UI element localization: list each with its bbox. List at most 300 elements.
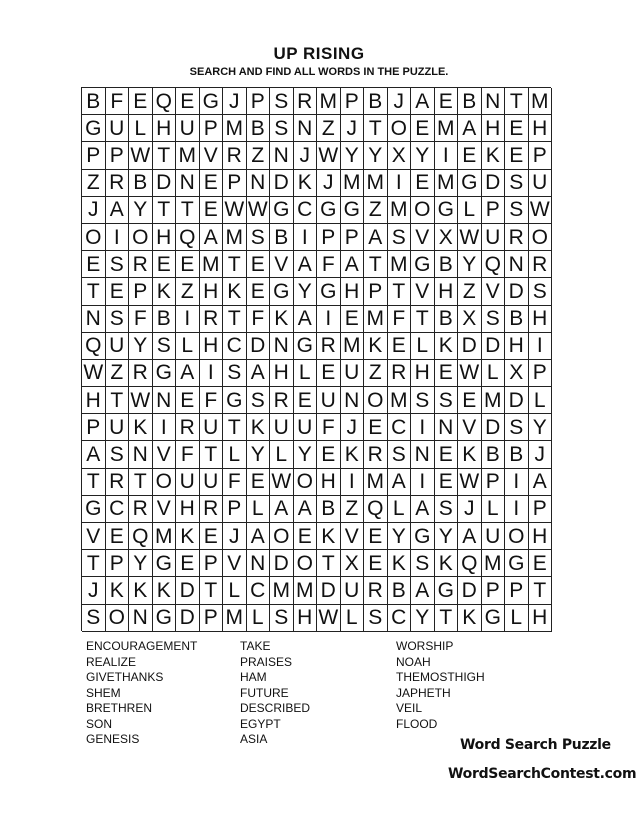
grid-cell: Y xyxy=(529,414,553,441)
grid-cell: E xyxy=(106,523,130,550)
grid-cell: T xyxy=(200,577,224,604)
grid-cell: P xyxy=(223,496,247,523)
grid-cell: I xyxy=(505,469,529,496)
word-list-item: NOAH xyxy=(396,654,431,669)
grid-cell: U xyxy=(482,224,506,251)
grid-cell: W xyxy=(458,224,482,251)
grid-cell: A xyxy=(341,251,365,278)
grid-cell: H xyxy=(341,278,365,305)
word-list-item: EGYPT xyxy=(240,716,281,731)
grid-cell: V xyxy=(411,224,435,251)
grid-cell: K xyxy=(435,550,459,577)
grid-cell: U xyxy=(270,414,294,441)
grid-cell: A xyxy=(388,469,412,496)
grid-cell: N xyxy=(176,170,200,197)
grid-cell: T xyxy=(364,251,388,278)
grid-cell: Z xyxy=(341,496,365,523)
grid-cell: W xyxy=(223,197,247,224)
grid-cell: G xyxy=(82,496,106,523)
grid-cell: U xyxy=(106,414,130,441)
grid-cell: L xyxy=(388,496,412,523)
grid-cell: T xyxy=(106,387,130,414)
grid-cell: B xyxy=(364,88,388,115)
grid-cell: L xyxy=(129,115,153,142)
grid-cell: A xyxy=(411,88,435,115)
grid-cell: U xyxy=(200,414,224,441)
grid-cell: B xyxy=(505,441,529,468)
grid-cell: G xyxy=(270,197,294,224)
grid-cell: S xyxy=(529,278,553,305)
grid-cell: G xyxy=(317,197,341,224)
grid-cell: R xyxy=(505,224,529,251)
grid-cell: Y xyxy=(388,523,412,550)
grid-cell: P xyxy=(317,224,341,251)
grid-cell: S xyxy=(82,605,106,632)
grid-cell: R xyxy=(364,441,388,468)
grid-cell: W xyxy=(82,360,106,387)
grid-cell: U xyxy=(106,115,130,142)
grid-cell: G xyxy=(411,251,435,278)
grid-cell: D xyxy=(176,577,200,604)
grid-cell: P xyxy=(482,469,506,496)
grid-cell: T xyxy=(129,469,153,496)
grid-cell: I xyxy=(153,414,177,441)
grid-cell: Q xyxy=(176,224,200,251)
grid-cell: E xyxy=(411,170,435,197)
grid-cell: J xyxy=(82,577,106,604)
grid-cell: L xyxy=(505,605,529,632)
grid-cell: Y xyxy=(294,278,318,305)
grid-cell: M xyxy=(364,469,388,496)
grid-cell: M xyxy=(176,142,200,169)
brand-website: WordSearchContest.com xyxy=(448,766,637,782)
grid-cell: M xyxy=(364,170,388,197)
grid-cell: P xyxy=(482,197,506,224)
word-list-item: SON xyxy=(86,716,113,731)
grid-cell: O xyxy=(411,197,435,224)
grid-cell: K xyxy=(129,577,153,604)
grid-cell: V xyxy=(200,142,224,169)
grid-cell: M xyxy=(200,251,224,278)
grid-cell: H xyxy=(270,360,294,387)
grid-cell: A xyxy=(458,115,482,142)
grid-cell: I xyxy=(317,306,341,333)
grid-cell: E xyxy=(106,278,130,305)
grid-cell: L xyxy=(482,496,506,523)
grid-cell: D xyxy=(458,333,482,360)
grid-cell: M xyxy=(435,115,459,142)
grid-cell: E xyxy=(176,550,200,577)
grid-cell: S xyxy=(482,306,506,333)
grid-cell: L xyxy=(482,360,506,387)
grid-cell: V xyxy=(153,441,177,468)
grid-cell: K xyxy=(341,441,365,468)
grid-cell: S xyxy=(505,414,529,441)
grid-cell: Z xyxy=(364,197,388,224)
grid-cell: G xyxy=(82,115,106,142)
grid-cell: A xyxy=(364,224,388,251)
grid-cell: E xyxy=(458,142,482,169)
grid-cell: O xyxy=(364,387,388,414)
grid-cell: E xyxy=(505,142,529,169)
grid-cell: H xyxy=(529,523,553,550)
grid-cell: E xyxy=(200,197,224,224)
grid-cell: E xyxy=(200,170,224,197)
grid-cell: I xyxy=(388,170,412,197)
grid-cell: R xyxy=(200,306,224,333)
word-list-item: DESCRIBED xyxy=(240,701,311,715)
grid-cell: D xyxy=(270,550,294,577)
grid-cell: K xyxy=(317,523,341,550)
grid-cell: Y xyxy=(294,441,318,468)
grid-cell: H xyxy=(529,306,553,333)
grid-cell: P xyxy=(529,496,553,523)
grid-cell: L xyxy=(411,333,435,360)
grid-cell: S xyxy=(388,441,412,468)
word-list-item: JAPHETH xyxy=(396,685,451,700)
grid-cell: I xyxy=(435,142,459,169)
grid-cell: H xyxy=(435,278,459,305)
grid-cell: Q xyxy=(364,496,388,523)
grid-cell: Y xyxy=(458,251,482,278)
grid-cell: G xyxy=(435,197,459,224)
grid-cell: O xyxy=(153,469,177,496)
grid-cell: E xyxy=(364,550,388,577)
grid-cell: H xyxy=(200,278,224,305)
grid-cell: B xyxy=(317,496,341,523)
word-list-item: SHEM xyxy=(86,685,121,700)
grid-cell: A xyxy=(106,197,130,224)
grid-cell: E xyxy=(388,333,412,360)
grid-cell: P xyxy=(82,142,106,169)
grid-cell: L xyxy=(247,605,271,632)
grid-cell: K xyxy=(364,333,388,360)
grid-cell: W xyxy=(317,605,341,632)
grid-cell: E xyxy=(176,88,200,115)
grid-cell: L xyxy=(294,360,318,387)
grid-cell: K xyxy=(435,333,459,360)
grid-cell: P xyxy=(129,278,153,305)
grid-cell: O xyxy=(82,224,106,251)
grid-cell: J xyxy=(529,441,553,468)
grid-cell: O xyxy=(388,115,412,142)
grid-cell: G xyxy=(200,88,224,115)
grid-cell: C xyxy=(294,197,318,224)
grid-cell: T xyxy=(153,197,177,224)
grid-cell: I xyxy=(294,224,318,251)
grid-cell: M xyxy=(388,387,412,414)
grid-cell: Y xyxy=(364,142,388,169)
grid-cell: J xyxy=(82,197,106,224)
grid-cell: B xyxy=(435,306,459,333)
grid-cell: E xyxy=(176,251,200,278)
grid-cell: Y xyxy=(411,142,435,169)
word-list-item: REALIZE xyxy=(86,654,137,669)
grid-cell: H xyxy=(153,224,177,251)
grid-cell: E xyxy=(247,469,271,496)
grid-cell: J xyxy=(294,142,318,169)
grid-cell: E xyxy=(505,115,529,142)
word-list-item: BRETHREN xyxy=(86,701,153,715)
grid-cell: E xyxy=(200,523,224,550)
grid-cell: E xyxy=(317,441,341,468)
grid-cell: T xyxy=(223,306,247,333)
grid-cell: M xyxy=(364,306,388,333)
grid-cell: B xyxy=(435,251,459,278)
grid-cell: P xyxy=(364,278,388,305)
grid-cell: K xyxy=(223,278,247,305)
grid-cell: O xyxy=(294,550,318,577)
grid-cell: T xyxy=(223,251,247,278)
grid-cell: V xyxy=(341,523,365,550)
puzzle-instructions: SEARCH AND FIND ALL WORDS IN THE PUZZLE. xyxy=(189,66,449,78)
grid-cell: S xyxy=(270,115,294,142)
grid-cell: Y xyxy=(411,605,435,632)
grid-cell: S xyxy=(388,224,412,251)
grid-cell: M xyxy=(435,170,459,197)
grid-cell: L xyxy=(223,441,247,468)
word-list-column-2 xyxy=(240,639,310,748)
grid-cell: X xyxy=(458,306,482,333)
grid-cell: U xyxy=(341,577,365,604)
word-list-item: ENCOURAGEMENT xyxy=(86,639,198,653)
grid-cell: H xyxy=(505,333,529,360)
grid-cell: P xyxy=(341,88,365,115)
grid-cell: V xyxy=(458,414,482,441)
grid-cell: G xyxy=(435,577,459,604)
grid-cell: I xyxy=(505,496,529,523)
grid-cell: P xyxy=(529,360,553,387)
grid-cell: D xyxy=(153,170,177,197)
grid-cell: L xyxy=(341,605,365,632)
grid-cell: O xyxy=(505,523,529,550)
grid-cell: E xyxy=(153,251,177,278)
grid-cell: O xyxy=(106,605,130,632)
grid-cell: K xyxy=(247,414,271,441)
grid-cell: A xyxy=(247,360,271,387)
grid-cell: Z xyxy=(106,360,130,387)
grid-cell: O xyxy=(529,224,553,251)
grid-cell: P xyxy=(200,550,224,577)
grid-cell: P xyxy=(247,88,271,115)
grid-cell: W xyxy=(270,469,294,496)
word-list-item: GIVETHANKS xyxy=(86,670,164,684)
grid-cell: A xyxy=(294,496,318,523)
grid-cell: K xyxy=(270,306,294,333)
grid-cell: B xyxy=(458,88,482,115)
grid-cell: K xyxy=(106,577,130,604)
grid-cell: F xyxy=(317,251,341,278)
grid-cell: K xyxy=(458,605,482,632)
grid-cell: A xyxy=(200,224,224,251)
grid-cell: I xyxy=(341,469,365,496)
grid-cell: N xyxy=(247,550,271,577)
grid-cell: Z xyxy=(247,142,271,169)
grid-cell: N xyxy=(270,142,294,169)
grid-cell: W xyxy=(129,387,153,414)
letter-grid xyxy=(81,87,551,631)
word-list-item: FLOOD xyxy=(396,716,438,731)
grid-cell: T xyxy=(82,550,106,577)
grid-cell: S xyxy=(106,251,130,278)
grid-cell: N xyxy=(82,306,106,333)
grid-cell: S xyxy=(247,387,271,414)
grid-cell: R xyxy=(270,387,294,414)
word-list-item: TAKE xyxy=(240,639,271,653)
grid-cell: Q xyxy=(458,550,482,577)
grid-cell: M xyxy=(388,197,412,224)
grid-cell: N xyxy=(341,387,365,414)
grid-cell: R xyxy=(129,251,153,278)
grid-cell: P xyxy=(106,550,130,577)
grid-cell: A xyxy=(247,523,271,550)
word-list-item: VEIL xyxy=(396,701,423,715)
grid-cell: O xyxy=(270,523,294,550)
grid-cell: Z xyxy=(458,278,482,305)
grid-cell: S xyxy=(247,224,271,251)
grid-cell: N xyxy=(153,387,177,414)
word-list-item: FUTURE xyxy=(240,685,289,700)
grid-cell: M xyxy=(153,523,177,550)
grid-cell: C xyxy=(106,496,130,523)
grid-cell: S xyxy=(411,387,435,414)
grid-cell: Y xyxy=(129,333,153,360)
grid-cell: G xyxy=(153,360,177,387)
grid-cell: E xyxy=(176,387,200,414)
grid-cell: E xyxy=(294,523,318,550)
grid-cell: I xyxy=(200,360,224,387)
grid-cell: E xyxy=(364,414,388,441)
grid-cell: G xyxy=(223,387,247,414)
grid-cell: I xyxy=(176,306,200,333)
grid-cell: R xyxy=(317,333,341,360)
grid-cell: N xyxy=(247,170,271,197)
grid-cell: V xyxy=(153,496,177,523)
grid-cell: S xyxy=(411,550,435,577)
grid-cell: A xyxy=(294,251,318,278)
grid-cell: C xyxy=(223,333,247,360)
grid-cell: N xyxy=(129,605,153,632)
word-list-item: HAM xyxy=(240,670,267,684)
grid-cell: V xyxy=(411,278,435,305)
grid-cell: K xyxy=(388,550,412,577)
word-list-column-3 xyxy=(396,639,485,732)
grid-cell: V xyxy=(482,278,506,305)
grid-cell: V xyxy=(270,251,294,278)
grid-cell: G xyxy=(505,550,529,577)
grid-cell: U xyxy=(200,469,224,496)
grid-cell: E xyxy=(341,306,365,333)
grid-cell: S xyxy=(505,170,529,197)
grid-cell: P xyxy=(529,142,553,169)
grid-cell: J xyxy=(223,523,247,550)
grid-cell: J xyxy=(317,170,341,197)
grid-cell: J xyxy=(223,88,247,115)
grid-cell: A xyxy=(529,469,553,496)
grid-cell: Y xyxy=(129,197,153,224)
grid-cell: M xyxy=(482,387,506,414)
grid-cell: M xyxy=(341,333,365,360)
grid-cell: C xyxy=(388,414,412,441)
grid-cell: O xyxy=(294,469,318,496)
grid-cell: B xyxy=(270,224,294,251)
grid-cell: J xyxy=(458,496,482,523)
grid-cell: D xyxy=(505,278,529,305)
grid-cell: F xyxy=(200,387,224,414)
grid-cell: N xyxy=(270,333,294,360)
grid-cell: F xyxy=(223,469,247,496)
grid-cell: H xyxy=(176,496,200,523)
grid-cell: K xyxy=(458,441,482,468)
grid-cell: W xyxy=(529,197,553,224)
grid-cell: T xyxy=(176,197,200,224)
grid-cell: U xyxy=(176,115,200,142)
grid-cell: U xyxy=(294,414,318,441)
grid-cell: I xyxy=(411,469,435,496)
grid-cell: L xyxy=(223,577,247,604)
grid-cell: R xyxy=(200,496,224,523)
grid-cell: M xyxy=(223,224,247,251)
grid-cell: T xyxy=(388,278,412,305)
grid-cell: L xyxy=(270,441,294,468)
grid-cell: S xyxy=(270,605,294,632)
grid-cell: N xyxy=(129,441,153,468)
grid-cell: R xyxy=(106,170,130,197)
grid-cell: R xyxy=(529,251,553,278)
grid-cell: B xyxy=(482,441,506,468)
grid-cell: T xyxy=(529,577,553,604)
grid-cell: P xyxy=(82,414,106,441)
grid-cell: H xyxy=(200,333,224,360)
grid-cell: B xyxy=(129,170,153,197)
grid-cell: J xyxy=(341,115,365,142)
grid-cell: A xyxy=(411,496,435,523)
grid-cell: F xyxy=(176,441,200,468)
grid-cell: S xyxy=(364,605,388,632)
grid-cell: M xyxy=(317,88,341,115)
grid-cell: E xyxy=(435,360,459,387)
grid-cell: H xyxy=(153,115,177,142)
grid-cell: K xyxy=(176,523,200,550)
grid-cell: P xyxy=(200,115,224,142)
grid-cell: U xyxy=(529,170,553,197)
grid-cell: M xyxy=(294,577,318,604)
grid-cell: J xyxy=(341,414,365,441)
grid-cell: Z xyxy=(364,360,388,387)
grid-cell: W xyxy=(458,469,482,496)
grid-cell: S xyxy=(223,360,247,387)
grid-cell: B xyxy=(153,306,177,333)
grid-cell: M xyxy=(223,115,247,142)
grid-cell: D xyxy=(176,605,200,632)
grid-cell: K xyxy=(129,414,153,441)
grid-cell: Z xyxy=(82,170,106,197)
grid-cell: S xyxy=(153,333,177,360)
grid-cell: E xyxy=(458,387,482,414)
word-list-item: THEMOSTHIGH xyxy=(396,670,485,684)
grid-cell: M xyxy=(529,88,553,115)
grid-cell: H xyxy=(529,605,553,632)
grid-cell: F xyxy=(388,306,412,333)
grid-cell: X xyxy=(341,550,365,577)
grid-cell: E xyxy=(435,441,459,468)
grid-cell: K xyxy=(153,577,177,604)
grid-cell: T xyxy=(82,469,106,496)
grid-cell: M xyxy=(341,170,365,197)
grid-cell: E xyxy=(529,550,553,577)
grid-cell: N xyxy=(294,115,318,142)
grid-cell: F xyxy=(106,88,130,115)
